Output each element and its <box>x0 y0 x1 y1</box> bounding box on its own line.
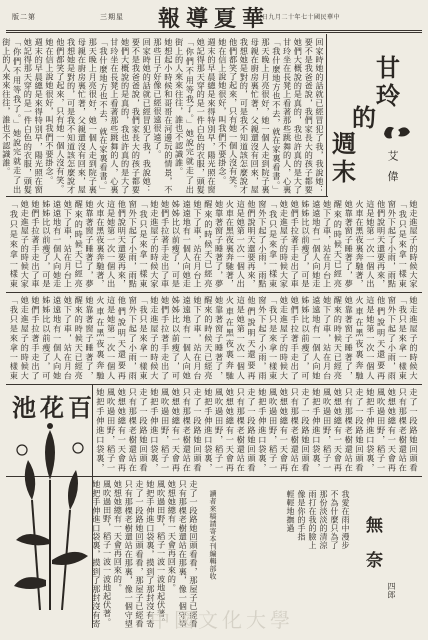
bottom-column: 她把手伸進口袋裏， <box>258 388 268 472</box>
middle-column: 遠遠地有一個人向她 <box>312 296 322 380</box>
bottom-column: 走了一段路她回頭看 <box>355 388 365 472</box>
lower-column: 她們手拉著手走出了車 <box>290 200 301 288</box>
middle-column: 「我只是來拿一樣東 <box>398 296 409 380</box>
bottom-column: 她把手伸進口袋裏， <box>96 388 106 472</box>
section-divider <box>6 384 422 385</box>
bottom-column: 走了一段路她回頭看 <box>193 388 203 472</box>
middle-column: 遠遠地有一個人向她 <box>182 296 193 380</box>
tail-column: 風吹過田野，稻子一波一波地起伏著。 <box>102 480 113 627</box>
tail-column: 走了一段路她回頭看看，那屋子已經看 <box>135 480 145 628</box>
feature-column: 他們都笑了起來，只有她一個人沒有笑。 <box>56 38 66 193</box>
lower-column: 他們說明天還要再來， <box>117 200 128 288</box>
bottom-column: 只有那棵老樹還站在 <box>236 388 247 472</box>
lower-column: 這是她第一次一個人出 <box>236 200 247 288</box>
feature-column: 街上的人來來往往，誰也不認識誰。 <box>174 38 185 176</box>
feature-title-block <box>330 38 416 186</box>
masthead <box>0 0 428 30</box>
tail-column: 她把手伸進口袋裏，摸到了那封沒有寄 <box>92 480 102 628</box>
section-divider <box>6 196 328 197</box>
lower-column: 她下了車，站在月台上 <box>322 200 333 288</box>
middle-column: 她走進屋子的時候大 <box>150 296 160 380</box>
title-char-2: 玲 <box>376 81 400 110</box>
feature-column: 那些日子好像已經很遠很遠了。 <box>153 38 163 159</box>
middle-column: 「我只是來拿一樣東 <box>9 296 20 380</box>
poem-line: 像是你的手指 <box>297 490 306 541</box>
bottom-column: 只有那棵老樹還站在 <box>344 388 355 472</box>
middle-column: 「我只是來拿一樣東 <box>268 296 279 380</box>
bottom-column: 風吹過田野，稻子一 <box>106 388 117 472</box>
tail-column: 她想她總有一天會再回來的。 <box>113 480 124 592</box>
lower-column: 火車在黑夜裏奔馳著， <box>96 200 106 288</box>
title-char-1: 甘 <box>376 53 400 82</box>
bottom-column: 她把手伸進口袋裏， <box>204 388 214 472</box>
bottom-column: 只有那棵老樹還站在 <box>398 388 409 472</box>
bottom-column: 風吹過田野，稻子一 <box>376 388 387 472</box>
tail-column: 她想她總有一天會再回來的。 <box>167 480 178 592</box>
feature-column: 週末的早晨總是來得特別早，陽光照在窗 <box>34 38 45 194</box>
middle-column: 這是她第一次一個人 <box>106 296 117 380</box>
lower-column: 遠遠地有一個人向她走 <box>312 200 322 288</box>
poem-title: 無 奈 <box>362 516 382 574</box>
bottom-column: 走了一段路她回頭看 <box>247 388 257 472</box>
bottom-column: 她把手伸進口袋裏， <box>366 388 376 472</box>
lower-column: 「我只是來拿一樣東 <box>398 200 409 288</box>
tail-column: 風吹過田野，稻子一波一波地起伏著。 <box>156 480 167 627</box>
lower-column: 她下了車，站在月台上 <box>63 200 74 288</box>
bottom-column: 風吹過田野，稻子一 <box>268 388 279 472</box>
middle-column: 醒來的時候天已經亮 <box>333 296 344 380</box>
lower-column: 她走進屋子的時候大家 <box>150 200 160 288</box>
lower-column: 她靠著窗子睡著了，夢 <box>344 200 355 288</box>
feature-column: 母親在廚房裏忙著，父親還沒有回來，屋 <box>77 38 88 194</box>
lower-column: 遠遠地有一個人向她走 <box>182 200 193 288</box>
lower-column: 「我只是來拿一樣東 <box>268 200 279 288</box>
lower-column: 她靠著窗子睡著了，夢 <box>214 200 225 288</box>
bottom-column: 走了一段路她回頭看 <box>301 388 311 472</box>
middle-column: 火車在黑夜裏奔馳 <box>225 296 236 380</box>
poem-line: 雨打在我的臉上 <box>308 490 317 550</box>
feature-author: 艾 偉 <box>386 150 399 185</box>
middle-column: 她走進屋子的時候大 <box>279 296 290 380</box>
bottom-column: 她想她總有一天會再 <box>387 388 398 472</box>
feature-column: 他們都笑了起來，只有她一個人沒有笑。 <box>228 38 239 193</box>
middle-column: 她靠著窗子睡著了， <box>85 296 95 380</box>
column-divider <box>326 34 327 196</box>
feature-column: 甘玲坐在長凳上看著那些跳舞的人，心裏 <box>282 38 293 194</box>
lower-column: 她靠著窗子睡著了，夢 <box>85 200 95 288</box>
weekday-label: 三期星 <box>100 13 124 21</box>
lower-column: 她走進屋子的時候大家 <box>279 200 290 288</box>
feature-column: 那天晚上月亮很好，她一個人走到院子裏 <box>261 38 271 194</box>
feature-column: 回家時她的話就已經冒犯了我，我說她： <box>315 38 325 194</box>
tail-column: 只有那棵老樹還站在那裏，像一個守望 <box>178 480 189 628</box>
newspaper-title: 報導夏華 <box>158 6 271 32</box>
submission-note: 讀者來稿請寄本刊編輯部收 <box>209 490 217 580</box>
feature-column: 回家時她的話就已經冒犯了我，我說她： <box>142 38 153 194</box>
lower-column: 她下了車，站在月台上 <box>193 200 203 288</box>
lower-column: 窗外下起了小雨，雨點 <box>128 200 139 288</box>
poem-line: 我愛在雨中漫步 <box>341 490 350 550</box>
lower-column: 他們說明天還要再來， <box>247 200 257 288</box>
flowers-column-title: 池花百 <box>12 393 96 422</box>
feature-column: 她在信上說她很好，叫我們不要掛念。 <box>218 38 228 185</box>
middle-column: 這是她第一次一個人 <box>366 296 376 380</box>
middle-column: 她們手拉著手走出了 <box>290 296 301 380</box>
middle-column: 這是她第一次一個人 <box>236 296 247 380</box>
lower-column: 醒來的時候天已經亮 <box>74 200 85 288</box>
middle-column: 火車在黑夜裏奔馳 <box>355 296 365 380</box>
middle-column: 她們手拉著手走出了 <box>31 296 41 380</box>
middle-column: 窗外下起了小雨，雨 <box>128 296 139 380</box>
library-watermark: 中國文化大學 <box>150 608 294 632</box>
middle-column: 她下了車，站在月台 <box>193 296 203 380</box>
page-label: 版二第 <box>12 13 36 21</box>
middle-column: 醒來的時候天已經亮 <box>74 296 85 380</box>
feature-column: 她想起小時候和哥哥在河邊玩的情景，不 <box>164 38 174 194</box>
lower-column: 這是她第一次一個人出 <box>366 200 376 288</box>
lower-column: 火車在黑夜裏奔馳著， <box>355 200 365 288</box>
flowers-illustration <box>10 420 90 610</box>
title-char-4: 週 <box>332 129 356 158</box>
lower-column: 窗外下起了小雨，雨點 <box>387 200 398 288</box>
bottom-column: 她把手伸進口袋裏， <box>150 388 160 472</box>
feature-column: 我想她是對的，可是我不知道該怎麼說才 <box>239 38 250 194</box>
lower-column: 「我只是來拿一樣東 <box>9 200 20 288</box>
bottom-column: 她想她總有一天會再 <box>225 388 236 472</box>
lower-column: 醒來的時候天已經亮 <box>204 200 214 288</box>
middle-column: 她靠著窗子睡著了， <box>214 296 225 380</box>
bottom-column: 她想她總有一天會再 <box>279 388 290 472</box>
bottom-column: 她想她總有一天會再 <box>333 388 344 472</box>
lower-column: 火車在黑夜裏奔馳著， <box>225 200 236 288</box>
lower-column: 「我只是來拿一樣東 <box>139 200 149 288</box>
feature-column: 那天晚上月亮很好，她一個人走到院子裏 <box>88 38 99 194</box>
middle-column: 她下了車，站在月台 <box>322 296 333 380</box>
masthead-rule <box>6 30 422 31</box>
issue-date: 日九月二十年七十國民華中 <box>262 14 341 21</box>
section-divider <box>6 292 422 293</box>
bottom-column: 只有那棵老樹還站在 <box>182 388 193 472</box>
lower-column: 她們手拉著手走出了車 <box>160 200 171 288</box>
middle-column: 她走進屋子的時候大 <box>20 296 31 380</box>
lower-column: 醒來的時候天已經亮 <box>333 200 344 288</box>
lower-column: 窗外下起了小雨，雨點 <box>258 200 268 288</box>
bottom-column: 她把手伸進口袋裏， <box>312 388 322 472</box>
bottom-column: 只有那棵老樹還站在 <box>128 388 139 472</box>
middle-column: 她走進屋子的時候大 <box>409 296 419 380</box>
feature-column: 要不是我爸爸說，我們家長大的孩子都要 <box>304 38 315 194</box>
middle-column: 他們說明天還要再 <box>247 296 257 380</box>
feature-column: 母親在廚房裏忙著，父親還沒有回來，屋 <box>250 38 261 194</box>
crescent-moon-icon <box>380 122 414 144</box>
bottom-column: 走了一段路她回頭看 <box>409 388 419 472</box>
bottom-column: 風吹過田野，稻子一 <box>160 388 171 472</box>
tail-column: 走了一段路她回頭看看，那屋子已經看 <box>189 480 199 628</box>
feature-column: 她們大概說的是真的，我也許真的是大了 <box>293 38 304 194</box>
lower-column: 姊姊比以前瘦了，可是 <box>171 200 182 288</box>
feature-column: 週末的早晨總是來得特別早，陽光照在窗 <box>207 38 217 194</box>
bottom-column: 她想她總有一天會再 <box>117 388 128 472</box>
feature-column: 要不是我爸爸說，我們家長大的孩子都要 <box>131 38 142 194</box>
feature-column: 我想她是對的，可是我不知道該怎麼說才 <box>66 38 77 194</box>
feature-column: 她在信上說她很好，叫我們不要掛念。 <box>45 38 55 185</box>
feature-column: 她記得那天穿的是一件白色的衣服，頭髮 <box>23 38 34 194</box>
middle-column: 她們手拉著手走出了 <box>160 296 171 380</box>
masthead-rule-2 <box>6 32 422 33</box>
poem-line: 那份淡淡的清涼 <box>319 490 328 550</box>
poem-line: 不為什麼只為了 <box>330 490 339 550</box>
lower-column: 姊姊比以前瘦了，可是 <box>301 200 311 288</box>
feature-column: 「你們不用等我了。」她說完就走了出 <box>12 38 23 194</box>
middle-column: 她下了車，站在月台 <box>63 296 74 380</box>
middle-column: 「我只是來拿一樣東 <box>139 296 149 380</box>
feature-column: 她們大概說的是真的，我也許真的是大了 <box>120 38 131 194</box>
middle-column: 窗外下起了小雨，雨 <box>258 296 268 380</box>
bottom-column: 走了一段路她回頭看 <box>139 388 149 472</box>
middle-column: 他們說明天還要再 <box>117 296 128 380</box>
middle-column: 遠遠地有一個人向她 <box>52 296 63 380</box>
middle-column: 姊姊比以前瘦了，可 <box>42 296 52 380</box>
bottom-column: 風吹過田野，稻子一 <box>214 388 225 472</box>
feature-column: 她記得那天穿的是一件白色的衣服，頭髮 <box>196 38 207 194</box>
feature-column: 甘玲坐在長凳上看著那些跳舞的人，心裏 <box>110 38 120 194</box>
tail-column: 她把手伸進口袋裏，摸到了那封沒有寄 <box>146 480 156 628</box>
lower-column: 她們手拉著手走出了車 <box>31 200 41 288</box>
title-char-5: 末 <box>332 157 356 186</box>
feature-column: 「你們不用等我了。」她說完就走了出 <box>185 38 196 194</box>
poem-byline: 四郎 <box>387 582 396 599</box>
feature-column: 「我什麼地方也不去，就在家裏看書。」 <box>272 38 282 194</box>
middle-column: 她靠著窗子睡著了， <box>344 296 355 380</box>
lower-column: 他們說明天還要再來， <box>376 200 387 288</box>
middle-column: 他們說明天還要再 <box>376 296 387 380</box>
title-char-3: 的 <box>352 103 376 132</box>
lower-column: 這是她第一次一個人出 <box>106 200 117 288</box>
lower-column: 姊姊比以前瘦了，可是 <box>42 200 52 288</box>
middle-column: 窗外下起了小雨，雨 <box>387 296 398 380</box>
middle-column: 姊姊比以前瘦了，可 <box>171 296 182 380</box>
lower-column: 她走進屋子的時候大家 <box>409 200 419 288</box>
middle-column: 醒來的時候天已經亮 <box>204 296 214 380</box>
middle-column: 火車在黑夜裏奔馳 <box>96 296 106 380</box>
poem-line: 輕輕地撫過 <box>286 490 295 533</box>
feature-column: 街上的人來來往往，誰也不認識誰。 <box>2 38 12 176</box>
bottom-column: 風吹過田野，稻子一 <box>322 388 333 472</box>
bottom-column: 只有那棵老樹還站在 <box>290 388 301 472</box>
lower-column: 遠遠地有一個人向她走 <box>52 200 63 288</box>
bottom-column: 她想她總有一天會再 <box>171 388 182 472</box>
tail-column: 只有那棵老樹還站在那裏，像一個守望 <box>124 480 135 628</box>
middle-column: 姊姊比以前瘦了，可 <box>301 296 311 380</box>
feature-column: 「我什麼地方也不去，就在家裏看書。」 <box>99 38 109 194</box>
lower-column: 她走進屋子的時候大家 <box>20 200 31 288</box>
